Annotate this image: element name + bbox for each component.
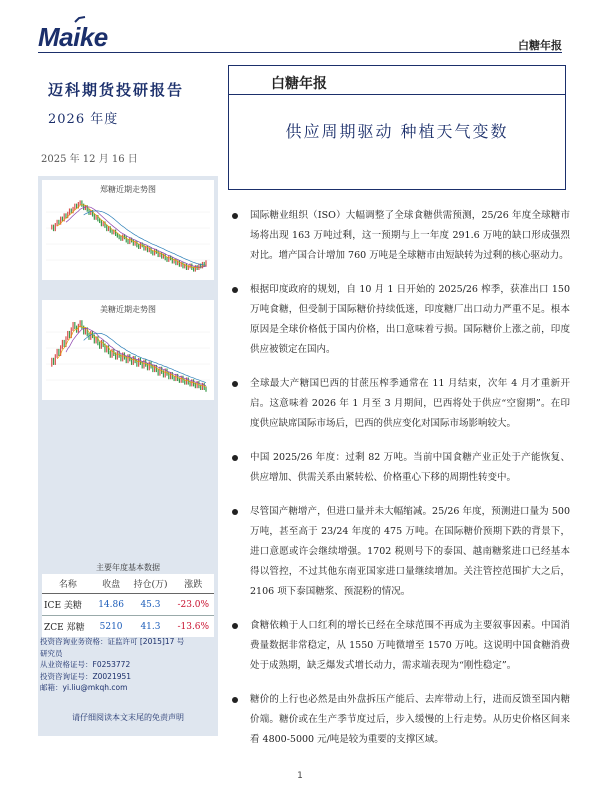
stats-title: 主要年度基本数据 — [96, 563, 160, 572]
report-name: 白糖年报 — [271, 76, 327, 92]
bullet-text: 根据印度政府的规划，自 10 月 1 日开始的 2025/26 榨季，获准出口 150 万吨食糖，但受制于国际糖价持续低迷，印度糖厂出口动力严重不足。根本原因是全球价格低于国内价格，出口意味着亏损。国际糖价上涨之前，印度供应被锁定在国内。 — [250, 284, 570, 355]
stats-table — [42, 574, 214, 637]
zce-price-chart — [46, 196, 210, 276]
stats-cell: 41.3 — [140, 621, 161, 632]
stats-header: 持仓(万) — [128, 574, 172, 594]
company-report-title: 迈科期货投研报告 — [48, 81, 185, 99]
list-item — [232, 616, 570, 676]
stats-cell: -23.0% — [173, 594, 214, 616]
list-item — [232, 448, 570, 488]
contact-line: 研究员 — [40, 648, 63, 658]
stats-header: 收盘 — [94, 574, 129, 594]
bullet-icon — [232, 697, 238, 703]
maike-logo — [38, 22, 108, 53]
bullet-text: 国际糖业组织（ISO）大幅调整了全球食糖供需预测，25/26 年度全球糖市场将出现 163 万吨过剩，这一预期与上一年度 291.6 万吨的缺口形成强烈对比。增产国合计增加 760 万吨是全球糖市由短缺转为过剩的核心驱动力。 — [250, 210, 570, 261]
logo-swoosh-icon — [74, 16, 86, 24]
report-year: 2026 年度 — [48, 112, 119, 127]
stats-cell: 45.3 — [128, 594, 172, 616]
stats-cell: 5210 — [99, 621, 123, 632]
list-item — [232, 280, 570, 360]
disclaimer-note: 请仔细阅读本文末尾的免责声明 — [72, 713, 184, 722]
list-item — [232, 690, 570, 750]
report-date: 2025 年 12 月 16 日 — [41, 154, 138, 165]
chart-card-zce — [42, 180, 214, 280]
stats-cell: ICE 美糖 — [42, 594, 94, 616]
list-item — [232, 206, 570, 266]
analyst-contact — [38, 636, 216, 694]
logo-text: Maike — [38, 22, 108, 52]
header-tag: 白糖年报 — [518, 39, 562, 52]
ice-price-chart — [46, 316, 210, 396]
stats-header: 涨跌 — [173, 574, 214, 594]
contact-line: 从业资格证号：F0253772 — [40, 660, 131, 669]
title-box — [228, 65, 566, 190]
bullet-text: 食糖依赖于人口红利的增长已经在全球范围不再成为主要叙事因素。中国消费量数据非常稳定，从 1550 万吨微增至 1570 万吨。这说明中国食糖消费处于成熟期，缺乏爆发式增长动力，需求端表现为“刚性稳定”。 — [250, 620, 570, 671]
contact-line: 投资咨询证号：Z0021951 — [40, 671, 132, 681]
page-number: 1 — [297, 771, 303, 781]
bullet-text: 全球最大产糖国巴西的甘蔗压榨季通常在 11 月结束，次年 4 月才重新开启。这意味着 2026 年 1 月至 3 月期间，巴西将处于供应“空窗期”。在印度供应缺席国际市场后，巴西的供应变化对国际市场影响较大。 — [250, 378, 570, 429]
report-subtitle: 供应周期驱动 种植天气变数 — [285, 122, 509, 141]
bullet-icon — [232, 509, 238, 515]
bullet-text: 糖价的上行也必然是由外盘拆压产能后、去库带动上行，进而反馈至国内糖价端。糖价或在生产季节度过后，步入缓慢的上行走势。从历史价格区间来看 4800-5000 元/吨是较为重要的支撑区域。 — [250, 694, 570, 745]
moving-average-line — [66, 207, 206, 267]
bullet-icon — [232, 287, 238, 293]
stats-header: 名称 — [42, 574, 94, 594]
stats-cell: 14.86 — [94, 594, 129, 616]
chart-card-ice — [42, 300, 214, 400]
moving-average-line — [66, 328, 206, 385]
table-row — [42, 616, 214, 638]
bullet-text: 尽管国产糖增产，但进口量并未大幅缩减。25/26 年度，预测进口量为 500 万吨，甚至高于 23/24 年度的 475 万吨。在国际糖价预期下跌的背景下，进口意愿或许会继续增强。1702 税则号下的泰国、越南糖浆进口已经基本得以管控，不过其他东南亚国家进口量继续增加。关注管控范围扩大之后，2106 项下泰国糖浆、预混粉的情况。 — [250, 506, 570, 597]
moving-average-line — [84, 211, 206, 265]
stats-cell: -13.6% — [177, 621, 210, 632]
bullet-icon — [232, 623, 238, 629]
moving-average-line — [84, 333, 206, 383]
key-points — [232, 206, 570, 764]
sidebar — [38, 176, 218, 736]
bullet-icon — [232, 455, 238, 461]
table-row — [42, 594, 214, 616]
header-divider — [38, 52, 562, 53]
bullet-text: 中国 2025/26 年度：过剩 82 万吨。当前中国食糖产业正处于产能恢复、供应增加、供需关系由紧转松、价格重心下移的周期性转变中。 — [250, 452, 570, 483]
stats-cell: ZCE 郑糖 — [44, 623, 85, 633]
bullet-icon — [232, 381, 238, 387]
contact-line: 投资咨询业务资格：证监许可 [2015]17 号 — [40, 637, 185, 646]
chart-title: 美糖近期走势图 — [100, 305, 156, 314]
list-item — [232, 502, 570, 602]
bullet-icon — [232, 213, 238, 219]
chart-title: 郑糖近期走势图 — [100, 185, 156, 194]
contact-email: 邮箱：yi.liu@mkqh.com — [40, 683, 128, 692]
list-item — [232, 374, 570, 434]
